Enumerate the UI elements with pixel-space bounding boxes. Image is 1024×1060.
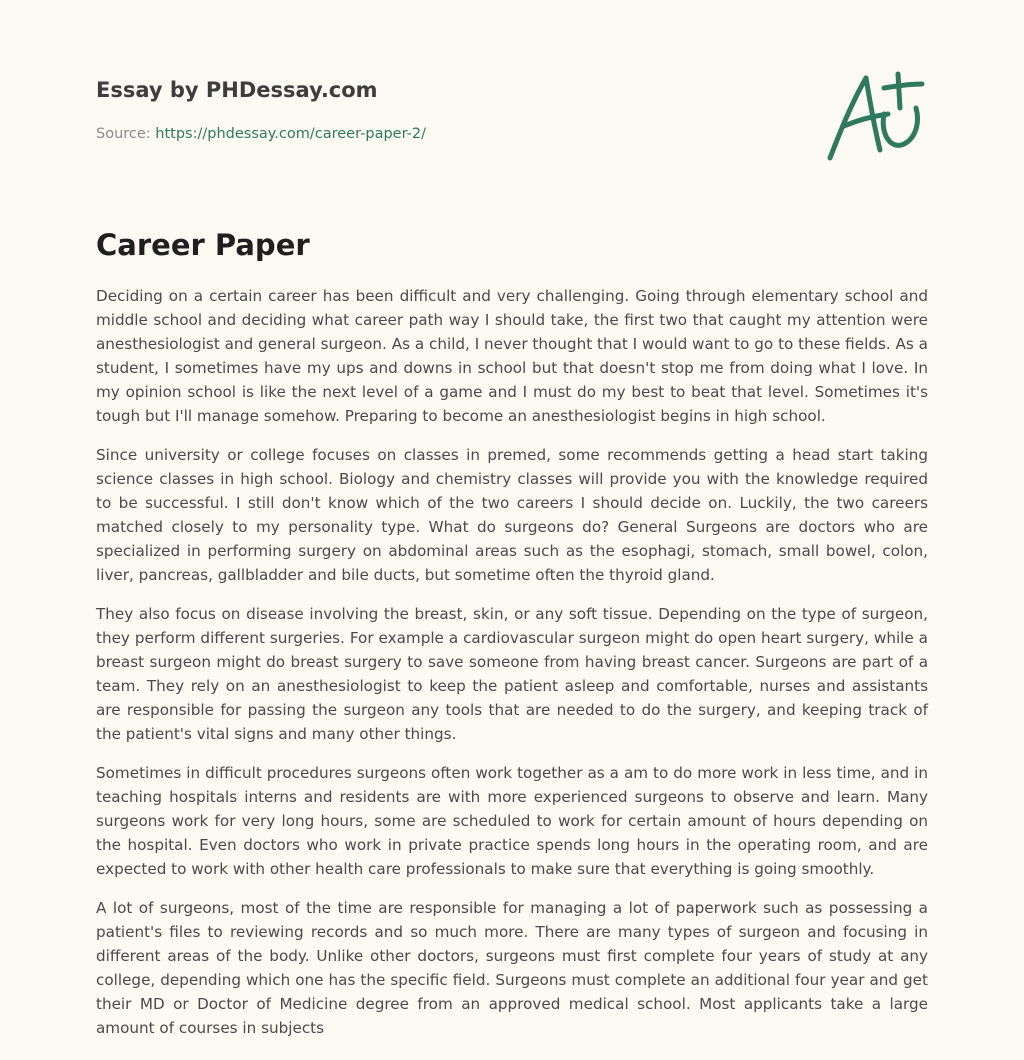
essay-paragraph: They also focus on disease involving the breast, skin, or any soft tissue. Depending on the type of surgeon, they perform different surgeries. For example a cardiovascular surgeon might do open heart surgery, while a breast surgeon might do breast surgery to save someone from having breast cancer. Surgeons are part of a team. They rely on an anesthesiologist to keep the patient asleep and comfortable, nurses and assistants are responsible for passing the surgeon any tools that are needed to do the surgery, and keeping track of the patient's vital signs and many other things. xyxy=(96,605,928,743)
source-line xyxy=(96,124,928,144)
site-title: Essay by PHDessay.com xyxy=(96,78,378,102)
essay-body xyxy=(96,284,928,1055)
essay-paragraph: Deciding on a certain career has been difficult and very challenging. Going through elementary school and middle school and deciding what career path way I should take, the first two that caught my attention were anesthesiologist and general surgeon. As a child, I never thought that I would want to go to these fields. As a student, I sometimes have my ups and downs in school but that doesn't stop me from doing what I love. In my opinion school is like the next level of a game and I must do my best to beat that level. Sometimes it's tough but I'll manage somehow. Preparing to become an anesthesiologist begins in high school. xyxy=(96,287,928,425)
essay-paragraph: A lot of surgeons, most of the time are responsible for managing a lot of paperwork such as possessing a patient's files to reviewing records and so much more. There are many types of surgeon and focusing in different areas of the body. Unlike other doctors, surgeons must first complete four years of study at any college, depending which one has the specific field. Surgeons must complete an additional four year and get their MD or Doctor of Medicine degree from an approved medical school. Most applicants take a large amount of courses in subjects xyxy=(96,899,928,1037)
essay-header xyxy=(96,76,928,144)
essay-title: Career Paper xyxy=(96,228,310,262)
essay-paragraph: Since university or college focuses on classes in premed, some recommends getting a head start taking science classes in high school. Biology and chemistry classes will provide you with the knowledge required to be successful. I still don't know which of the two careers I should decide on. Luckily, the two careers matched closely to my personality type. What do surgeons do? General Surgeons are doctors who are specialized in performing surgery on abdominal areas such as the esophagi, stomach, small bowel, colon, liver, pancreas, gallbladder and bile ducts, but sometime often the thyroid gland. xyxy=(96,446,928,584)
source-link[interactable]: https://phdessay.com/career-paper-2/ xyxy=(155,126,426,142)
a-plus-logo-icon xyxy=(822,64,932,168)
essay-paragraph: Sometimes in difficult procedures surgeons often work together as a am to do more work in less time, and in teaching hospitals interns and residents are with more experienced surgeons to observe and learn. Many surgeons work for very long hours, some are scheduled to work for certain amount of hours depending on the hospital. Even doctors who work in private practice spends long hours in the operating room, and are expected to work with other health care professionals to make sure that everything is going smoothly. xyxy=(96,764,928,878)
source-label: Source: xyxy=(96,126,156,142)
